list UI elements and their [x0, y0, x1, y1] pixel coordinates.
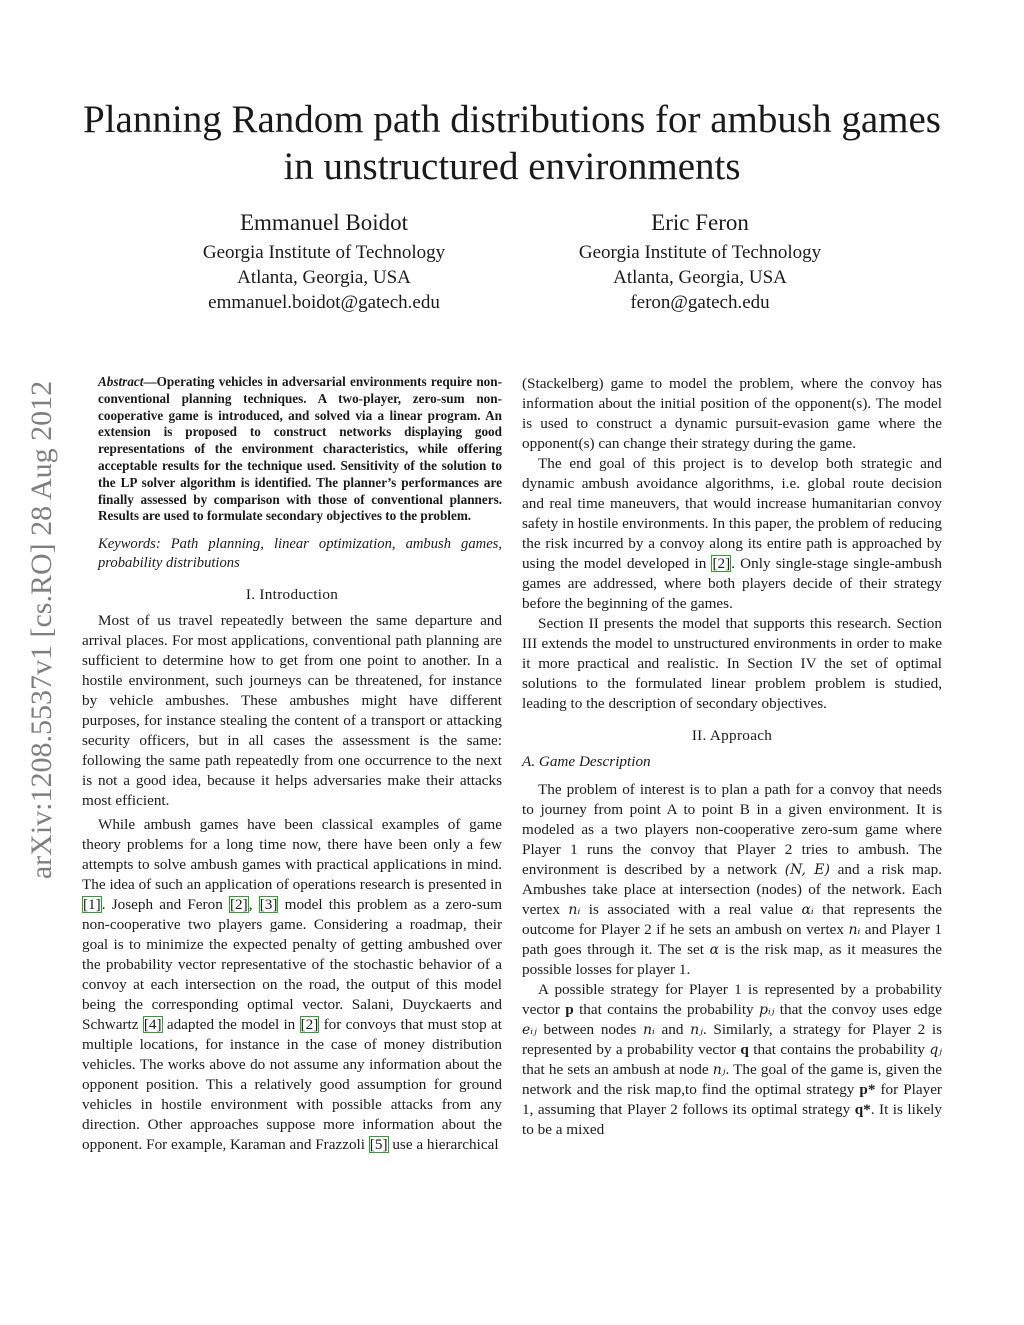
math-qstar: q*	[854, 1101, 871, 1118]
text-run: . It is likely to be a mixed	[522, 1101, 942, 1138]
math-vertex: nᵢ	[848, 922, 861, 938]
citation-link[interactable]: [1]	[83, 896, 101, 914]
paragraph	[522, 780, 942, 980]
right-column	[522, 374, 942, 1140]
abstract-label: Abstract	[98, 374, 144, 389]
math-nj: nⱼ	[690, 1022, 703, 1038]
paragraph	[522, 454, 942, 614]
author-block-1	[134, 208, 514, 315]
section-heading-introduction: I. Introduction	[245, 586, 339, 604]
citation-link[interactable]: [2]	[712, 555, 731, 572]
text-run: that he sets an ambush at node	[522, 1061, 713, 1078]
paragraph: Section II presents the model that supports this research. Section III extends the model to unstructured environments in order to make it more practical and realistic. In Section IV the set of optimal solutions to the formulated linear problem problem is studied, leading to the description of secondary objectives.	[522, 615, 942, 712]
text-run: The end goal of this project is to develop both strategic and dynamic ambush avoidance algorithms, i.e. global route decision and real time maneuvers, that would increase humanitarian convoy safety in hostile environments. In this paper, the problem of reducing the risk incurred by a convoy along its entire path is approached by using the model developed in	[522, 455, 942, 572]
left-column	[82, 374, 502, 1155]
text-run: . Joseph and Feron	[101, 896, 229, 914]
text-run: ,	[248, 896, 259, 914]
keywords	[82, 535, 502, 573]
text-run: is associated with a real value	[580, 901, 802, 918]
text-run: The problem of interest is to plan a path for a convoy that needs to journey from point A to point B in a given environment. It is modeled as a two players non-cooperative zero-sum game where Player 1 runs the convoy that Player 2 tries to ambush. The environment is described by a network	[522, 781, 942, 878]
math-value: αᵢ	[801, 902, 814, 918]
section-heading-approach: II. Approach	[691, 727, 773, 744]
citation-link[interactable]: [3]	[259, 896, 278, 914]
math-vector-p: p	[565, 1001, 574, 1018]
citation-link[interactable]: [5]	[369, 1136, 388, 1154]
text-run: . The goal of the game is, given the network and the risk map,to find the optimal strategy	[522, 1061, 943, 1098]
text-run: between nodes	[536, 1021, 643, 1038]
math-eij: eᵢⱼ	[522, 1022, 537, 1038]
math-riskmap: α	[709, 942, 720, 958]
author-name: Emmanuel Boidot	[239, 210, 408, 235]
abstract	[82, 374, 502, 525]
math-qj: qⱼ	[929, 1042, 943, 1058]
math-vector-q: q	[740, 1041, 749, 1058]
math-pij: pᵢⱼ	[758, 1002, 775, 1018]
text-run: use a hierarchical	[388, 1136, 499, 1154]
author-location: Atlanta, Georgia, USA	[613, 267, 787, 288]
math-ni: nᵢ	[642, 1022, 655, 1038]
paragraph: (Stackelberg) game to model the problem, where the convoy has information about the initial position of the opponent(s). The model is used to construct a dynamic pursuit-evasion game where the opponent(s) can change their strategy during the game.	[522, 375, 942, 452]
text-run: adapted the model in	[162, 1016, 300, 1034]
text-run: that represents the outcome for Player 2 if he sets an ambush on vertex	[522, 901, 942, 938]
text-run: that contains the probability	[748, 1041, 930, 1058]
math-vertex: nᵢ	[568, 902, 581, 918]
author-name: Eric Feron	[651, 210, 749, 235]
text-run: A possible strategy for Player 1 is represented by a probability vector	[522, 981, 942, 1018]
arxiv-identifier[interactable]: arXiv:1208.5537v1 [cs.RO] 28 Aug 2012	[25, 380, 58, 880]
text-run: and Player 1 path goes through it. The set	[522, 921, 942, 958]
keywords-text: : Path planning, linear optimization, ambush games, probability distributions	[98, 536, 502, 572]
text-run: and a risk map. Ambushes take place at intersection (nodes) of the network. Each vertex	[522, 861, 942, 918]
author-email[interactable]: emmanuel.boidot@gatech.edu	[208, 292, 440, 313]
citation-link[interactable]: [2]	[300, 1016, 319, 1034]
citation-link[interactable]: [2]	[230, 896, 248, 914]
math-nj: nⱼ	[712, 1062, 726, 1078]
text-run: that contains the probability	[573, 1001, 759, 1018]
math-network: (N, E)	[784, 862, 830, 878]
text-run: is the risk map, as it measures the possible losses for player 1.	[522, 941, 942, 978]
text-run: model this problem as a zero-sum non-cooperative two players game. Considering a roadmap, their goal is to minimize the expected penalty of getting ambushed over the probability vector representative of the stochastic behavior of a convoy at each intersection on the road, the output of this model being the corresponding optimal vector. Salani, Duyckaerts and Schwartz	[82, 896, 503, 1034]
text-run: . Only single-stage single-ambush games are addressed, where both players decide of their strategy before the beginning of the games.	[522, 555, 942, 612]
text-run: for Player 1, assuming that Player 2 follows its optimal strategy	[522, 1081, 942, 1118]
keywords-label: Keywords	[98, 536, 156, 553]
author-affiliation: Georgia Institute of Technology	[202, 242, 446, 263]
author-location: Atlanta, Georgia, USA	[237, 267, 411, 288]
paper-title: Planning Random path distributions for ambush games in unstructured environments	[83, 98, 941, 188]
math-pstar: p*	[859, 1081, 876, 1098]
text-run: for convoys that must stop at multiple locations, for instance in the case of money distribution vehicles. The works above do not assume any information about the opponent position. This a relatively good assumption for ground vehicles in hostile environment with possible attacks from any direction. Other approaches suppose more information about the opponent. For example, Karaman and Frazzoli	[82, 1016, 502, 1154]
text-run: While ambush games have been classical examples of game theory problems for a long time now, there have been only a few attempts to solve ambush games with practical applications in mind. The idea of such an application of operations research is presented in	[82, 816, 502, 894]
author-block-2	[510, 208, 890, 315]
author-email[interactable]: feron@gatech.edu	[630, 292, 770, 313]
author-affiliation: Georgia Institute of Technology	[578, 242, 822, 263]
subsection-heading-game-description: A. Game Description	[522, 753, 651, 770]
abstract-text: —Operating vehicles in adversarial environments require non-conventional planning techniques. A two-player, zero-sum non-cooperative game is introduced, and solved via a linear program. An extension is proposed to construct networks displaying good representations of the environment characteristics, while offering acceptable results for the technique used. Sensitivity of the solution to the LP solver algorithm is identified. The planner’s performances are finally assessed by comparison with those of conventional planners. Results are used to formulate secondary objectives to the problem.	[98, 374, 502, 524]
text-run: that the convoy uses edge	[774, 1001, 942, 1018]
paragraph: Most of us travel repeatedly between the same departure and arrival places. For most applications, conventional path planning are sufficient to determine how to get from one point to another. In a hostile environment, such journeys can be threatened, for instance by vehicle ambushes. These ambushes might have different purposes, for instance stealing the content of a transport or attacking security officers, but in all cases the assessment is the same: following the same path repeatedly from one occurrence to the next is not a good idea, because it helps adversaries make their attacks most efficient.	[82, 612, 502, 810]
text-run: and	[654, 1021, 691, 1038]
paragraph	[82, 815, 502, 1155]
text-run: . Similarly, a strategy for Player 2 is represented by a probability vector	[522, 1021, 943, 1058]
citation-link[interactable]: [4]	[143, 1016, 162, 1034]
paragraph	[522, 980, 942, 1140]
